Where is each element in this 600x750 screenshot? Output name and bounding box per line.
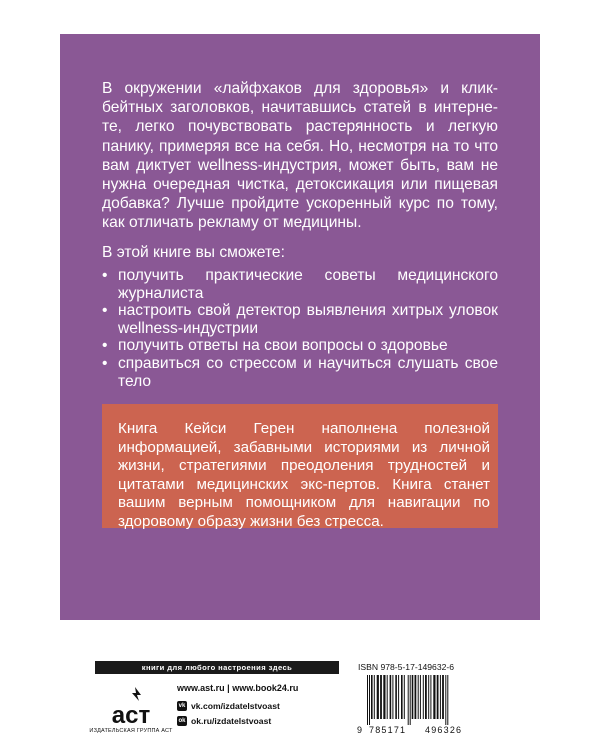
barcode-bar bbox=[390, 675, 392, 719]
barcode-digit-right: 496326 bbox=[425, 725, 463, 735]
websites-link[interactable]: www.ast.ru | www.book24.ru bbox=[177, 683, 299, 693]
barcode-bar bbox=[437, 675, 439, 719]
ok-icon: ok bbox=[178, 718, 186, 724]
list-item bbox=[102, 355, 498, 390]
barcode-bar bbox=[418, 675, 419, 719]
features-title: В этой книге вы сможете: bbox=[102, 244, 285, 261]
barcode-bar bbox=[387, 675, 388, 719]
ok-row[interactable] bbox=[177, 716, 271, 726]
barcode-bar bbox=[410, 675, 411, 725]
list-item bbox=[102, 267, 498, 302]
vk-row[interactable] bbox=[177, 701, 280, 711]
barcode-bar bbox=[425, 675, 427, 719]
barcode-bar bbox=[380, 675, 382, 719]
ok-link[interactable]: ok.ru/izdatelstvoast bbox=[191, 716, 272, 726]
logo-text: аст bbox=[111, 702, 151, 729]
barcode-bar bbox=[392, 675, 393, 719]
barcode-bar bbox=[404, 675, 405, 719]
barcode-bar bbox=[430, 675, 431, 719]
barcode-digit-left: 785171 bbox=[369, 725, 407, 735]
features-list bbox=[102, 267, 498, 390]
barcode-icon bbox=[355, 673, 485, 735]
list-item-text: справиться со стрессом и научиться слушать свое тело bbox=[118, 354, 498, 390]
barcode-bar bbox=[401, 675, 403, 719]
bullet-icon: • bbox=[102, 267, 108, 284]
barcode-bar bbox=[377, 675, 379, 719]
barcode-bar bbox=[367, 675, 368, 725]
list-item-text: настроить свой детектор выявления хитрых уловок wellness-индустрии bbox=[118, 302, 498, 337]
barcode-digit-prefix: 9 bbox=[357, 725, 363, 735]
barcode-bar bbox=[383, 675, 385, 719]
intro-paragraph: В окружении «лайфхаков для здоровья» и клик-бейтных заголовков, начитавшись статей в интерне-те, легко почувствовать растерянность и легкую панику, примеряя все на себя. Но, несмотря на то что вам диктует wellness-индустрия, может быть, вам не нужна очередная чистка, детоксикация или пищевая добавка? Лучше пройдите ускоренный курс по тому, как отличать рекламу от медицины. bbox=[102, 80, 498, 232]
vk-link[interactable]: vk.com/izdatelstvoast bbox=[191, 701, 280, 711]
bullet-icon: • bbox=[102, 302, 108, 320]
list-item bbox=[102, 337, 498, 355]
isbn-text: ISBN 978-5-17-149632-6 bbox=[358, 662, 455, 672]
barcode-bar bbox=[423, 675, 424, 719]
barcode-bar bbox=[415, 675, 417, 719]
barcode-bar bbox=[374, 675, 375, 719]
barcode-bar bbox=[428, 675, 429, 719]
highlight-text: Книга Кейси Герен наполнена полезной информацией, забавными историями из личной жизни, стратегиями преодоления трудностей и цитатами медицинских экс-пертов. Книга станет вашим верным помощником для навигации по здоровому образу жизни без стресса. bbox=[118, 420, 490, 530]
barcode-bar bbox=[412, 675, 414, 719]
barcode-bar bbox=[398, 675, 399, 719]
list-item-text: получить практические советы медицинского журналиста bbox=[118, 267, 498, 302]
barcode-bar bbox=[369, 675, 370, 725]
publisher-name: ИЗДАТЕЛЬСКАЯ ГРУППА АСТ bbox=[89, 728, 173, 734]
barcode-bar bbox=[440, 675, 441, 719]
barcode-bar bbox=[395, 675, 397, 719]
barcode-bar bbox=[420, 675, 421, 719]
vk-icon: vk bbox=[178, 703, 186, 709]
bullet-icon: • bbox=[102, 354, 108, 372]
barcode-bar bbox=[447, 675, 448, 725]
bullet-icon: • bbox=[102, 337, 108, 355]
barcode-bar bbox=[371, 675, 373, 719]
list-item bbox=[102, 302, 498, 337]
barcode-bar bbox=[442, 675, 444, 719]
list-item-text: получить ответы на свои вопросы о здоровье bbox=[118, 337, 448, 355]
barcode-bar bbox=[408, 675, 409, 725]
barcode-bar bbox=[433, 675, 435, 719]
footer-tagline: книги для любого настроения здесь bbox=[95, 661, 339, 674]
barcode-bar bbox=[445, 675, 446, 725]
